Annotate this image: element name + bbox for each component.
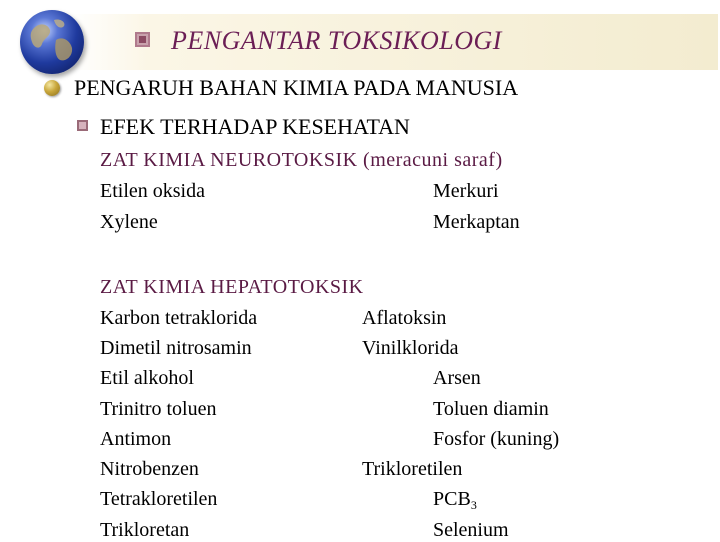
list-item: Trinitro toluen [100,398,217,420]
list-item: Aflatoksin [362,307,447,329]
list-item: Etil alkohol [100,367,194,389]
list-item: Tetrakloretilen [100,488,218,510]
list-item: Selenium [433,519,509,541]
list-item: Dimetil nitrosamin [100,337,252,359]
square-bullet-icon [77,120,88,131]
list-item: Etilen oksida [100,180,205,202]
pcb-subscript: 3 [470,498,477,512]
list-item: Merkuri [433,180,499,202]
globe-icon [20,10,84,74]
level2-text: EFEK TERHADAP KESEHATAN [100,114,410,139]
list-item: Merkaptan [433,211,520,233]
neuro-heading: ZAT KIMIA NEUROTOKSIK (meracuni saraf) [100,149,503,171]
round-bullet-icon [44,80,60,96]
list-item: Vinilklorida [362,337,459,359]
pcb-text: PCB [433,488,471,510]
list-item: Xylene [100,211,158,233]
list-item: Toluen diamin [433,398,549,420]
list-item-pcb [433,488,477,513]
list-item: Fosfor (kuning) [433,428,560,450]
list-item: Arsen [433,367,481,389]
page-title: PENGANTAR TOKSIKOLOGI [171,26,502,55]
list-item: Trikloretilen [362,458,463,480]
hepato-heading: ZAT KIMIA HEPATOTOKSIK [100,276,364,298]
square-bullet-icon [135,32,150,47]
list-item: Antimon [100,428,172,450]
list-item: Nitrobenzen [100,458,199,480]
level1-text: PENGARUH BAHAN KIMIA PADA MANUSIA [74,75,519,100]
list-item: Trikloretan [100,519,190,541]
list-item: Karbon tetraklorida [100,307,258,329]
